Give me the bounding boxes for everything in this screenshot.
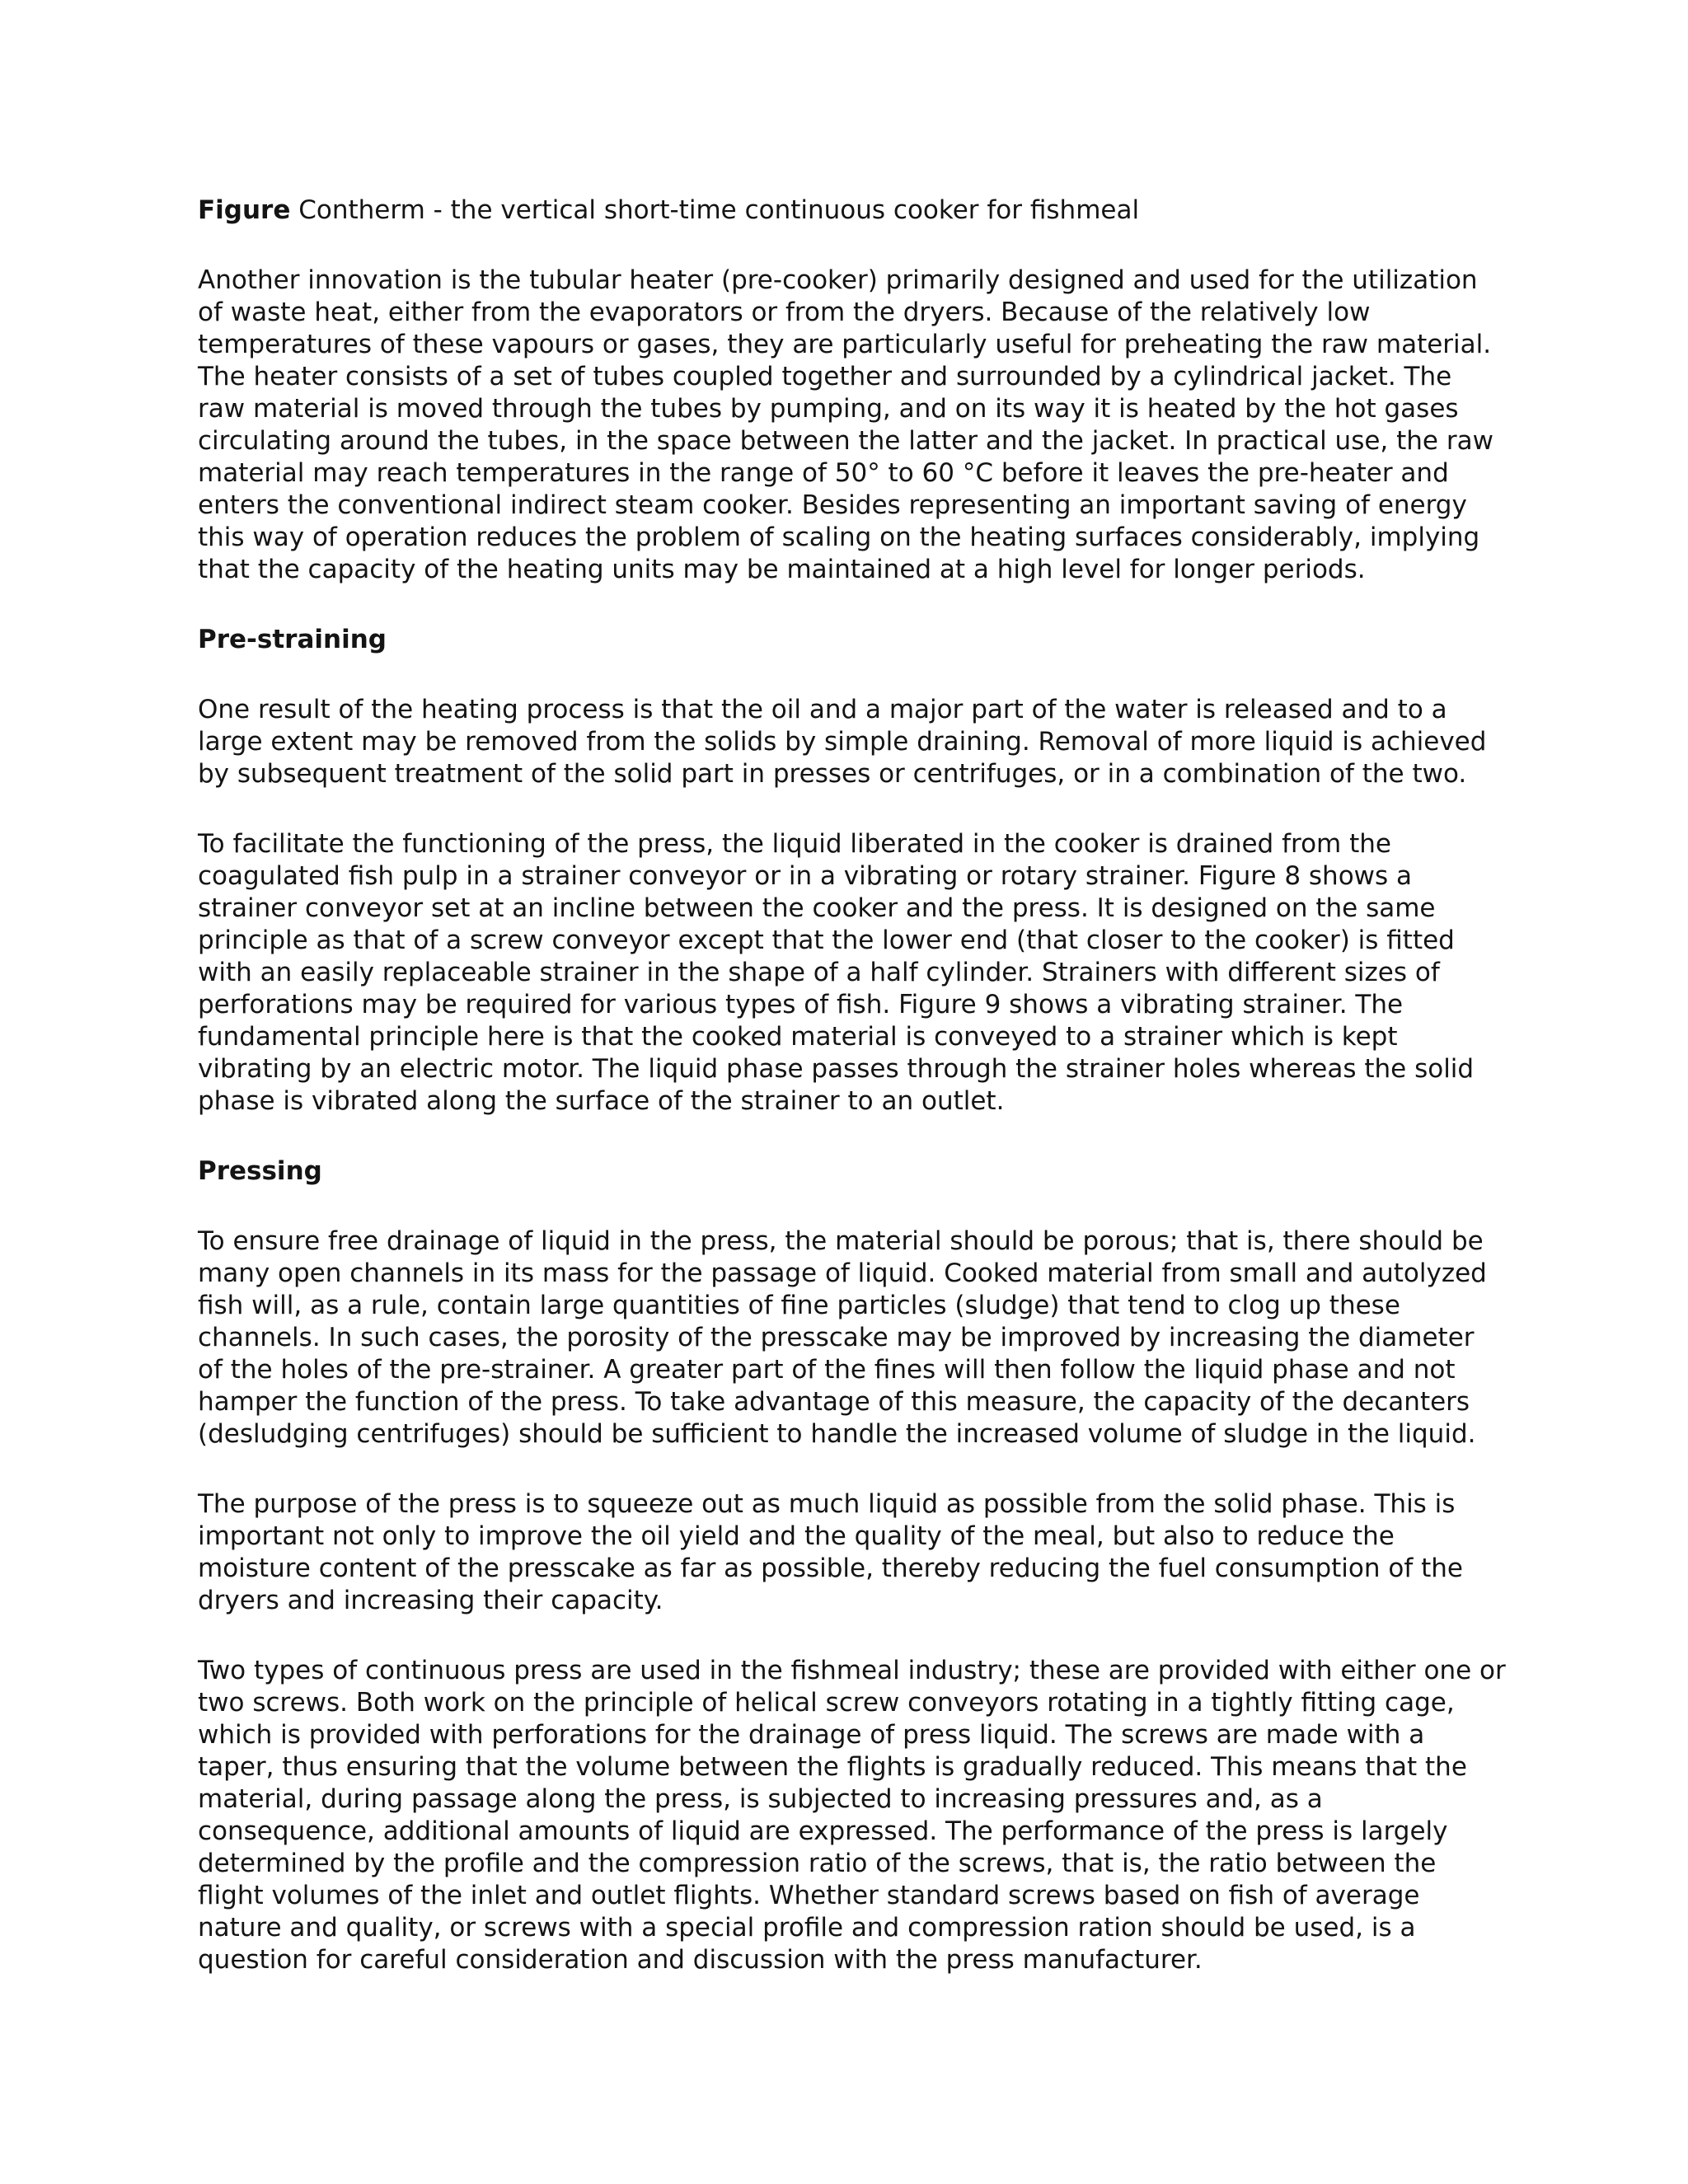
pre-straining-paragraph-2: To facilitate the functioning of the press, the liquid liberated in the cooker is drained from the coagulated fish pulp in a strainer conveyor or in a vibrating or rotary strainer. Figure 8 shows a strainer conveyor set at an incline between the cooker and the press. It is designed on the same principle as that of a screw conveyor except that the lower end (that closer to the cooker) is fitted with an easily replaceable strainer in the shape of a half cylinder. Strainers with different sizes of perforations may be required for various types of fish. Figure 9 shows a vibrating strainer. The fundamental principle here is that the cooked material is conveyed to a strainer which is kept vibrating by an electric motor. The liquid phase passes through the strainer holes whereas the solid phase is vibrated along the surface of the strainer to an outlet. (198, 829, 1475, 1116)
figure-caption (198, 194, 1507, 227)
pressing-paragraph-3: Two types of continuous press are used in the fishmeal industry; these are provided with either one or two screws. Both work on the principle of helical screw conveyors rotating in a tightly fitting cage, which is provided with perforations for the drainage of press liquid. The screws are made with a taper, thus ensuring that the volume between the flights is gradually reduced. This means that the material, during passage along the press, is subjected to increasing pressures and, as a consequence, additional amounts of liquid are expressed. The performance of the press is largely determined by the profile and the compression ratio of the screws, that is, the ratio between the flight volumes of the inlet and outlet flights. Whether standard screws based on fish of average nature and quality, or screws with a special profile and compression ration should be used, is a question for careful consideration and discussion with the press manufacturer. (198, 1656, 1506, 1975)
figure-caption-label: Figure (198, 195, 291, 225)
document-page (198, 194, 1507, 2014)
section-heading-pre-straining: Pre-straining (198, 625, 387, 654)
section-heading-pressing: Pressing (198, 1156, 322, 1186)
pre-straining-paragraph-1: One result of the heating process is that the oil and a major part of the water is released and to a large extent may be removed from the solids by simple draining. Removal of more liquid is achieved by subsequent treatment of the solid part in presses or centrifuges, or in a combination of the two. (198, 695, 1487, 789)
figure-caption-text: Contherm - the vertical short-time continuous cooker for fishmeal (290, 195, 1140, 225)
intro-paragraph: Another innovation is the tubular heater (pre-cooker) primarily designed and used for the utilization of waste heat, either from the evaporators or from the dryers. Because of the relatively low temperatures of these vapours or gases, they are particularly useful for preheating the raw material. The heater consists of a set of tubes coupled together and surrounded by a cylindrical jacket. The raw material is moved through the tubes by pumping, and on its way it is heated by the hot gases circulating around the tubes, in the space between the latter and the jacket. In practical use, the raw material may reach temperatures in the range of 50° to 60 °C before it leaves the pre-heater and enters the conventional indirect steam cooker. Besides representing an important saving of energy this way of operation reduces the problem of scaling on the heating surfaces considerably, implying that the capacity of the heating units may be maintained at a high level for longer periods. (198, 265, 1493, 584)
pressing-paragraph-1: To ensure free drainage of liquid in the press, the material should be porous; that is, there should be many open channels in its mass for the passage of liquid. Cooked material from small and autolyzed fish will, as a rule, contain large quantities of fine particles (sludge) that tend to clog up these channels. In such cases, the porosity of the presscake may be improved by increasing the diameter of the holes of the pre-strainer. A greater part of the fines will then follow the liquid phase and not hamper the function of the press. To take advantage of this measure, the capacity of the decanters (desludging centrifuges) should be sufficient to handle the increased volume of sludge in the liquid. (198, 1226, 1487, 1449)
pressing-paragraph-2: The purpose of the press is to squeeze out as much liquid as possible from the solid phase. This is important not only to improve the oil yield and the quality of the meal, but also to reduce the moisture content of the presscake as far as possible, thereby reducing the fuel consumption of the dryers and increasing their capacity. (198, 1489, 1463, 1615)
